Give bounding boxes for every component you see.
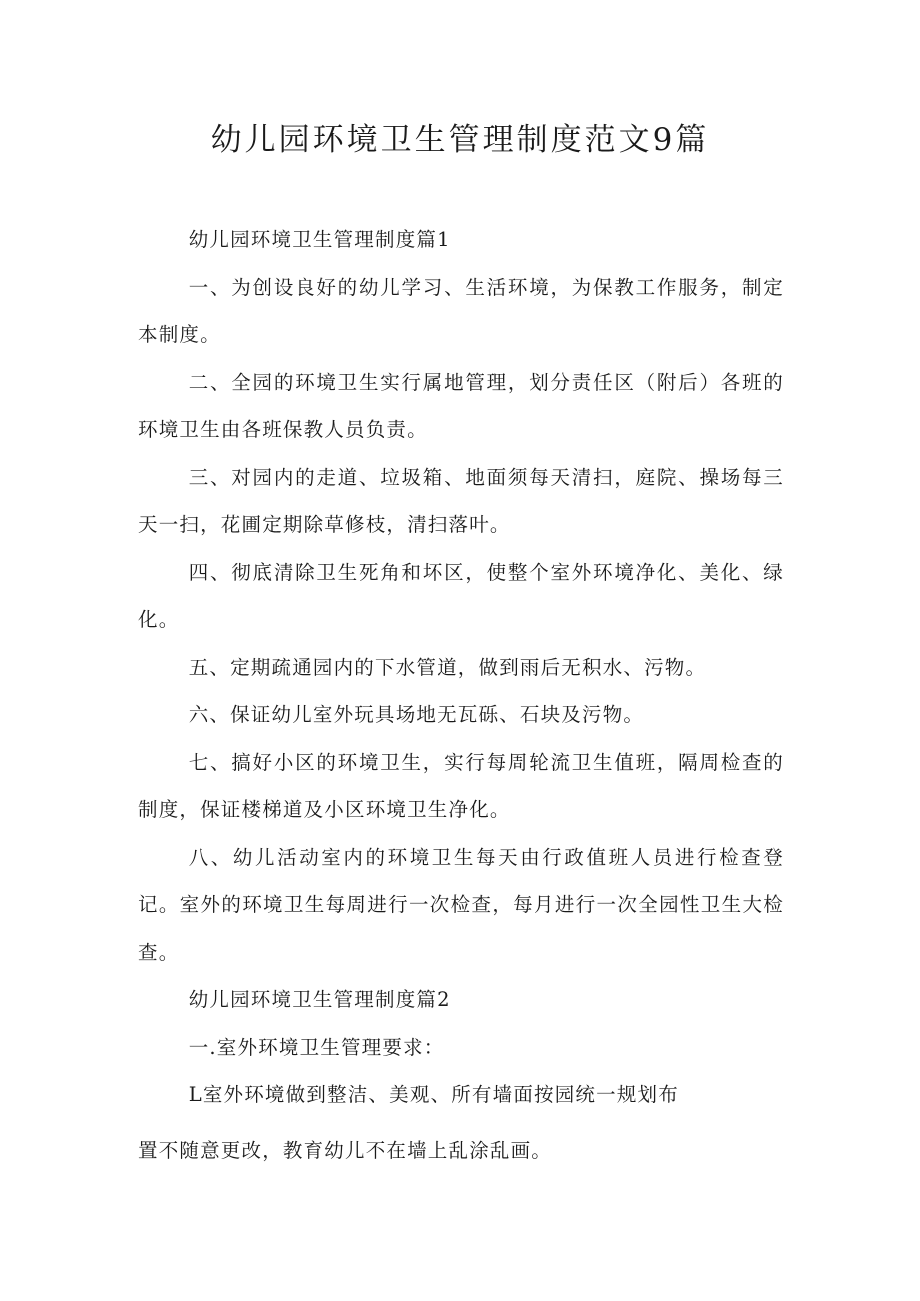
section-heading: 幼儿园环境卫生管理制度篇1: [188, 228, 451, 251]
paragraph: 七、搞好小区的环境卫生，实行每周轮流卫生值班，隔周检查的制度，保证楼梯道及小区环境卫生净化。: [138, 750, 784, 821]
document-body: [138, 216, 784, 1174]
document-title: 幼儿园环境卫生管理制度范文9篇: [210, 122, 710, 158]
paragraph: L室外环境做到整洁、美观、所有墙面按园统一规划布: [188, 1083, 679, 1106]
paragraph: 二、全园的环境卫生实行属地管理，划分责任区（附后）各班的环境卫生由各班保教人员负责。: [138, 370, 784, 441]
paragraph-continuation: 置不随意更改，教育幼儿不在墙上乱涂乱画。: [138, 1138, 553, 1162]
paragraph: 一.室外环境卫生管理要求：: [188, 1035, 445, 1059]
paragraph: 六、保证幼儿室外玩具场地无瓦砾、石块及污物。: [188, 703, 645, 726]
paragraph: 三、对园内的走道、垃圾箱、地面须每天清扫，庭院、操场每三天一扫，花圃定期除草修枝，清扫落叶。: [138, 465, 784, 536]
paragraph: 八、幼儿活动室内的环境卫生每天由行政值班人员进行检查登记。室外的环境卫生每周进行一次检查，每月进行一次全园性卫生大检查。: [138, 845, 784, 964]
paragraph: 四、彻底清除卫生死角和坏区，使整个室外环境净化、美化、绿化。: [138, 560, 784, 631]
paragraph: 五、定期疏通园内的下水管道，做到雨后无积水、污物。: [188, 655, 707, 679]
section-heading: 幼儿园环境卫生管理制度篇2: [188, 988, 451, 1011]
paragraph: 一、为创设良好的幼儿学习、生活环境，为保教工作服务，制定本制度。: [138, 275, 784, 346]
